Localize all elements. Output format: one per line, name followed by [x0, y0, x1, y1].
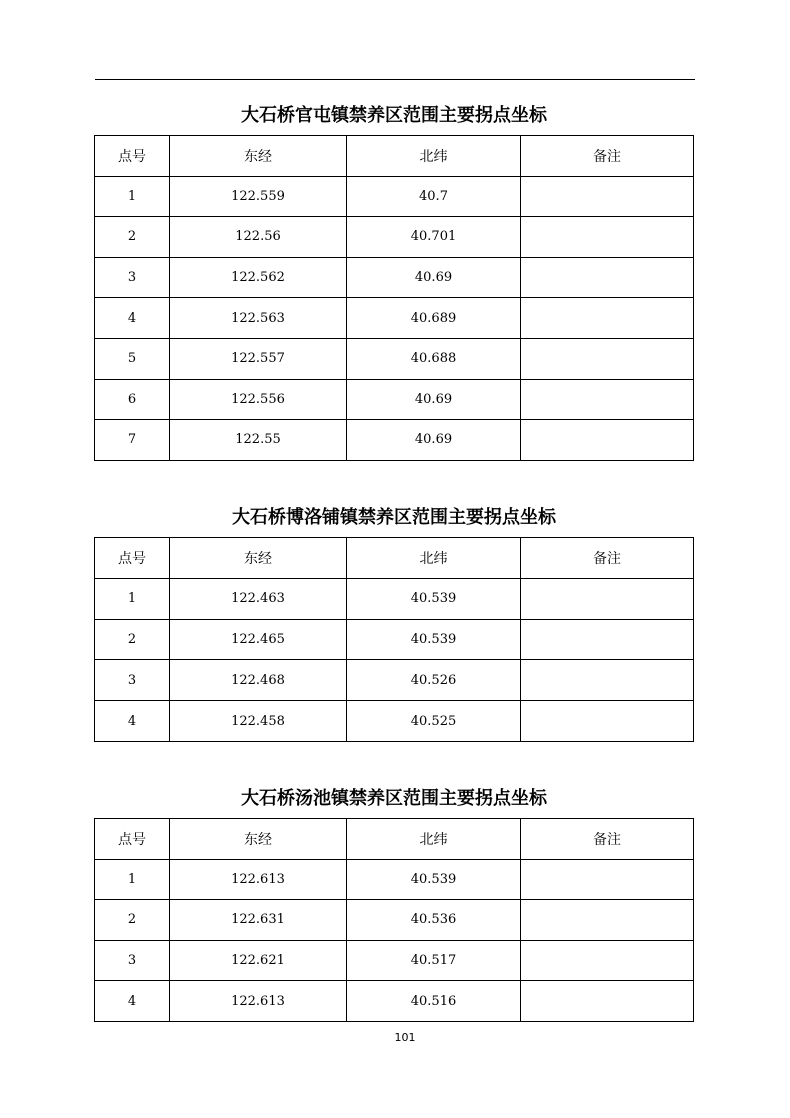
cell-longitude: 122.613 [170, 859, 347, 900]
column-header-point-no: 点号 [95, 538, 170, 579]
cell-point-no: 4 [95, 981, 170, 1022]
table-row [95, 379, 694, 420]
cell-remark [521, 859, 694, 900]
table-title: 大石桥汤池镇禁养区范围主要拐点坐标 [241, 788, 547, 809]
column-header-longitude: 东经 [170, 538, 347, 579]
cell-latitude: 40.539 [347, 859, 521, 900]
cell-latitude: 40.525 [347, 701, 521, 742]
cell-latitude: 40.69 [347, 379, 521, 420]
cell-longitude: 122.631 [170, 900, 347, 941]
cell-remark [521, 338, 694, 379]
cell-point-no: 3 [95, 257, 170, 298]
cell-longitude: 122.563 [170, 298, 347, 339]
header-row [95, 136, 694, 177]
cell-point-no: 4 [95, 298, 170, 339]
column-header-remark: 备注 [521, 136, 694, 177]
table-row [95, 298, 694, 339]
table-row [95, 859, 694, 900]
column-header-remark: 备注 [521, 819, 694, 860]
cell-latitude: 40.517 [347, 940, 521, 981]
cell-latitude: 40.536 [347, 900, 521, 941]
cell-latitude: 40.539 [347, 619, 521, 660]
cell-remark [521, 298, 694, 339]
column-header-latitude: 北纬 [347, 538, 521, 579]
cell-latitude: 40.689 [347, 298, 521, 339]
column-header-remark: 备注 [521, 538, 694, 579]
cell-remark [521, 379, 694, 420]
cell-longitude: 122.559 [170, 176, 347, 217]
cell-longitude: 122.556 [170, 379, 347, 420]
cell-point-no: 2 [95, 619, 170, 660]
cell-longitude: 122.465 [170, 619, 347, 660]
coordinate-table-guantun [94, 135, 694, 461]
table-row [95, 257, 694, 298]
cell-longitude: 122.55 [170, 420, 347, 461]
cell-longitude: 122.613 [170, 981, 347, 1022]
cell-longitude: 122.56 [170, 217, 347, 258]
cell-latitude: 40.539 [347, 578, 521, 619]
table-row [95, 176, 694, 217]
cell-point-no: 1 [95, 578, 170, 619]
cell-point-no: 7 [95, 420, 170, 461]
table-row [95, 701, 694, 742]
cell-longitude: 122.468 [170, 660, 347, 701]
table-row [95, 578, 694, 619]
table-row [95, 420, 694, 461]
cell-longitude: 122.458 [170, 701, 347, 742]
page-number: 101 [394, 1031, 416, 1044]
cell-point-no: 6 [95, 379, 170, 420]
table-title: 大石桥博洛铺镇禁养区范围主要拐点坐标 [232, 507, 556, 528]
table-row [95, 900, 694, 941]
cell-remark [521, 420, 694, 461]
cell-point-no: 2 [95, 217, 170, 258]
cell-latitude: 40.69 [347, 257, 521, 298]
cell-point-no: 1 [95, 176, 170, 217]
table-row [95, 981, 694, 1022]
column-header-latitude: 北纬 [347, 136, 521, 177]
column-header-longitude: 东经 [170, 819, 347, 860]
table-row [95, 217, 694, 258]
column-header-latitude: 北纬 [347, 819, 521, 860]
cell-remark [521, 900, 694, 941]
cell-point-no: 5 [95, 338, 170, 379]
cell-point-no: 3 [95, 940, 170, 981]
cell-remark [521, 176, 694, 217]
table-row [95, 660, 694, 701]
cell-longitude: 122.463 [170, 578, 347, 619]
cell-longitude: 122.621 [170, 940, 347, 981]
cell-remark [521, 701, 694, 742]
cell-remark [521, 940, 694, 981]
column-header-longitude: 东经 [170, 136, 347, 177]
cell-longitude: 122.557 [170, 338, 347, 379]
table-row [95, 619, 694, 660]
column-header-point-no: 点号 [95, 819, 170, 860]
header-row [95, 538, 694, 579]
cell-latitude: 40.7 [347, 176, 521, 217]
cell-remark [521, 660, 694, 701]
cell-remark [521, 217, 694, 258]
coordinate-table-tangchi [94, 818, 694, 1022]
header-row [95, 819, 694, 860]
column-header-point-no: 点号 [95, 136, 170, 177]
table-title: 大石桥官屯镇禁养区范围主要拐点坐标 [241, 105, 547, 126]
table-row [95, 338, 694, 379]
cell-latitude: 40.688 [347, 338, 521, 379]
cell-point-no: 4 [95, 701, 170, 742]
cell-point-no: 2 [95, 900, 170, 941]
cell-latitude: 40.516 [347, 981, 521, 1022]
cell-point-no: 3 [95, 660, 170, 701]
cell-longitude: 122.562 [170, 257, 347, 298]
cell-point-no: 1 [95, 859, 170, 900]
coordinate-table-boluopu [94, 537, 694, 742]
header-rule [95, 79, 695, 80]
cell-remark [521, 981, 694, 1022]
cell-remark [521, 619, 694, 660]
cell-latitude: 40.69 [347, 420, 521, 461]
cell-latitude: 40.526 [347, 660, 521, 701]
cell-remark [521, 578, 694, 619]
cell-remark [521, 257, 694, 298]
table-row [95, 940, 694, 981]
cell-latitude: 40.701 [347, 217, 521, 258]
